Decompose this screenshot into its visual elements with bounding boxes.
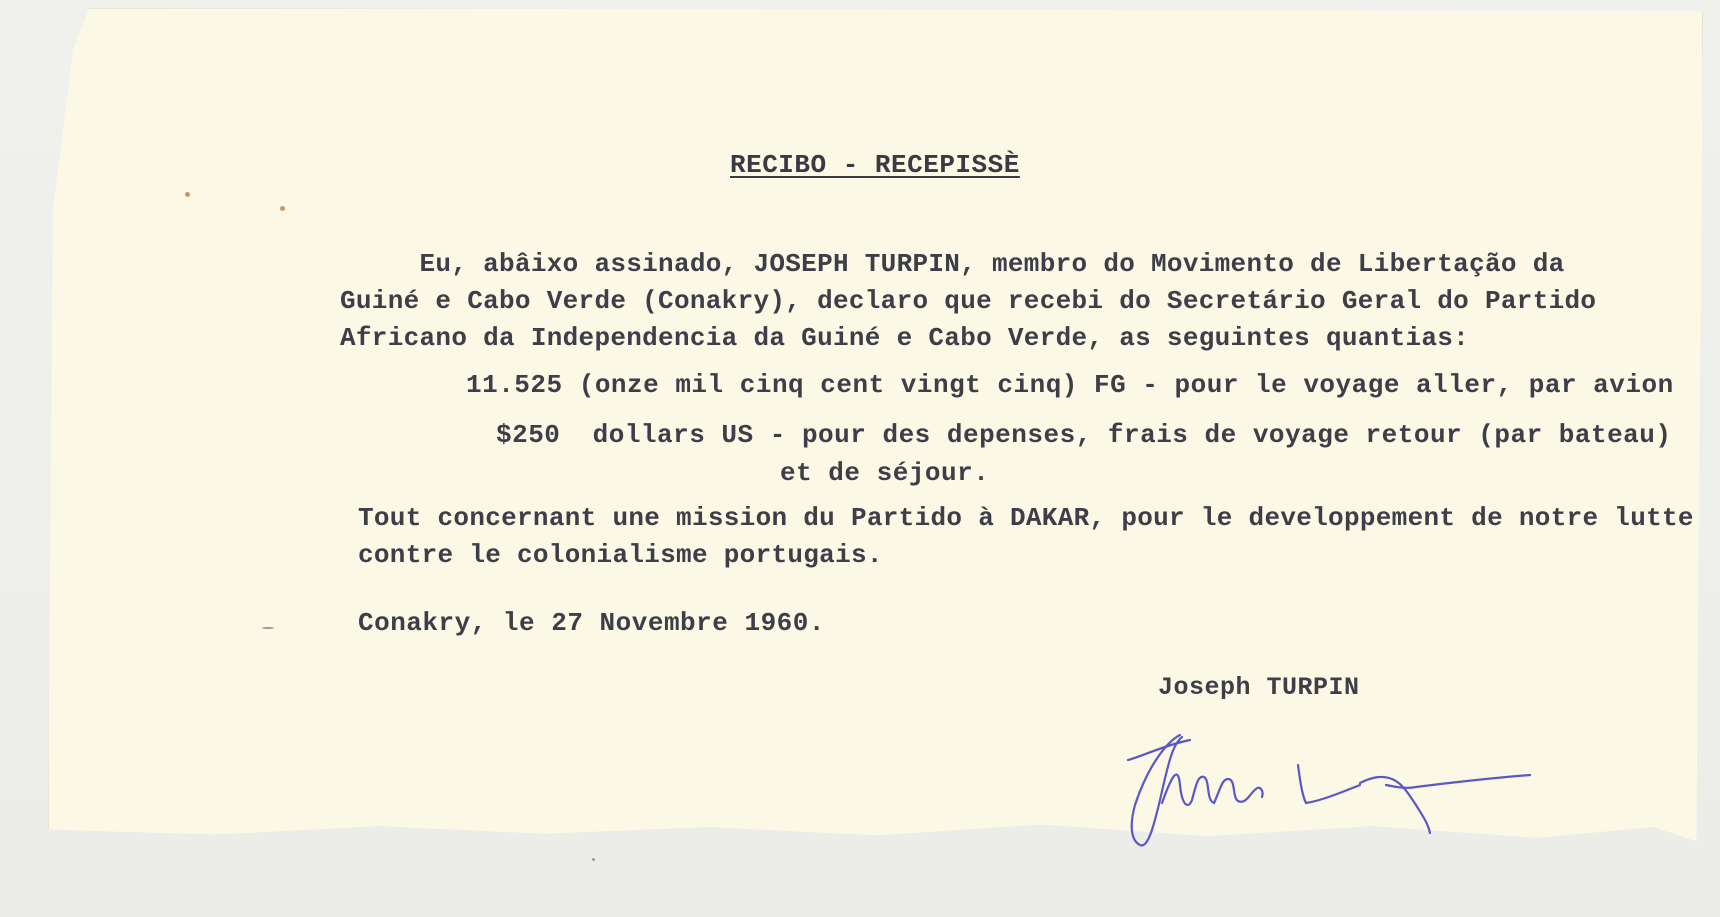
handwritten-signature bbox=[1110, 705, 1550, 855]
amount-item-fg: 11.525 (onze mil cinq cent vingt cinq) FG - pour le voyage aller, par avion bbox=[466, 370, 1674, 400]
signatory-name: Joseph TURPIN bbox=[1158, 673, 1360, 702]
intro-line: Guiné e Cabo Verde (Conakry), declaro que recebi do Secretário Geral do Partido bbox=[340, 286, 1597, 316]
document-title: RECIBO - RECEPISSÈ bbox=[730, 150, 1020, 180]
punch-mark bbox=[185, 192, 190, 197]
place-date: Conakry, le 27 Novembre 1960. bbox=[358, 608, 825, 638]
purpose-line: Tout concernant une mission du Partido à DAKAR, pour le developpement de notre lutte bbox=[358, 503, 1694, 533]
scan-speck bbox=[262, 627, 274, 629]
punch-mark bbox=[280, 206, 285, 211]
intro-line: Africano da Independencia da Guiné e Cabo Verde, as seguintes quantias: bbox=[340, 323, 1470, 353]
amount-item-usd-continued: et de séjour. bbox=[780, 458, 990, 488]
intro-line: Eu, abâixo assinado, JOSEPH TURPIN, membro do Movimento de Libertação da bbox=[340, 249, 1565, 279]
purpose-paragraph bbox=[358, 500, 1694, 574]
purpose-line: contre le colonialisme portugais. bbox=[358, 540, 883, 570]
amount-item-usd: $250 dollars US - pour des depenses, frais de voyage retour (par bateau) bbox=[496, 420, 1672, 450]
scan-speck bbox=[592, 858, 595, 861]
intro-paragraph bbox=[340, 246, 1600, 357]
